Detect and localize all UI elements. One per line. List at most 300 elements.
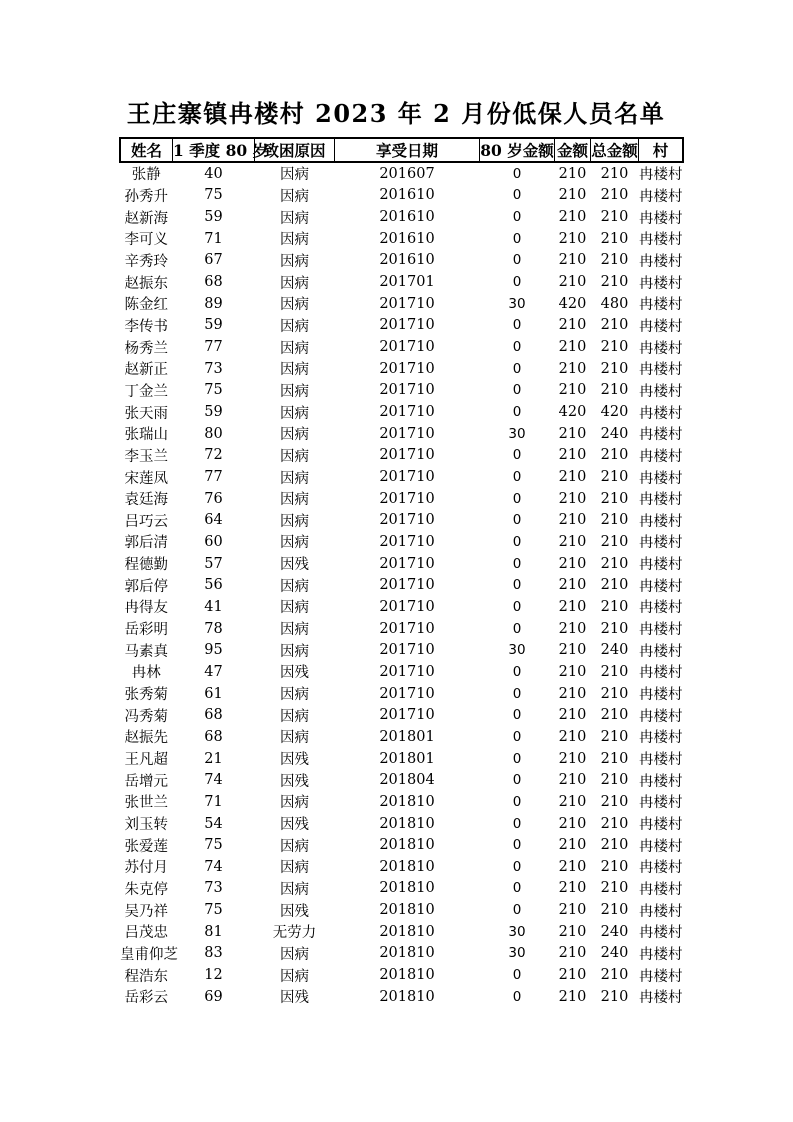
- cell-total: 240: [600, 923, 629, 940]
- table-row: [120, 683, 683, 705]
- cell-total: 210: [600, 339, 629, 356]
- cell-village: 冉楼村: [639, 752, 683, 769]
- cell-village: 冉楼村: [639, 275, 683, 292]
- cell-name: 赵振先: [124, 730, 168, 747]
- cell-village: 冉楼村: [639, 665, 683, 682]
- cell-date: 201710: [379, 425, 435, 442]
- cell-reason: 因残: [280, 665, 309, 682]
- cell-name: 张爱莲: [124, 838, 168, 855]
- cell-reason: 因病: [280, 405, 309, 422]
- cell-age: 81: [204, 923, 223, 940]
- cell-age: 74: [204, 858, 223, 875]
- cell-name: 吕巧云: [124, 513, 168, 530]
- cell-amount80: 0: [512, 880, 522, 897]
- cell-amount80: 0: [512, 490, 522, 507]
- cell-village: 冉楼村: [639, 513, 683, 530]
- cell-reason: 因病: [280, 622, 309, 639]
- cell-age: 40: [204, 165, 223, 182]
- cell-name: 丁金兰: [124, 383, 168, 400]
- table-row: [120, 423, 683, 445]
- cell-name: 王凡超: [124, 752, 168, 769]
- cell-date: 201710: [379, 404, 435, 421]
- cell-date: 201710: [379, 339, 435, 356]
- cell-age: 21: [204, 750, 223, 767]
- cell-village: 冉楼村: [639, 470, 683, 487]
- cell-reason: 因病: [280, 968, 309, 985]
- cell-name: 宋莲凤: [124, 470, 168, 487]
- cell-reason: 因病: [280, 340, 309, 357]
- cell-total: 210: [600, 447, 629, 464]
- cell-age: 73: [204, 880, 223, 897]
- cell-total: 210: [600, 274, 629, 291]
- cell-name: 李玉兰: [124, 448, 168, 465]
- table-row: [120, 401, 683, 423]
- table-row: [120, 921, 683, 943]
- cell-total: 210: [600, 382, 629, 399]
- table-header: [120, 138, 683, 162]
- cell-reason: 无劳力: [272, 925, 317, 942]
- table-row: [120, 531, 683, 553]
- cell-reason: 因病: [280, 860, 309, 877]
- cell-reason: 因残: [280, 990, 309, 1007]
- cell-age: 76: [204, 490, 223, 507]
- cell-date: 201610: [379, 230, 435, 247]
- cell-village: 冉楼村: [639, 210, 683, 227]
- cell-amount80: 0: [512, 555, 522, 572]
- cell-amount: 210: [558, 577, 587, 594]
- table-row: [120, 748, 683, 770]
- cell-name: 朱克停: [124, 881, 168, 898]
- cell-age: 75: [204, 837, 223, 854]
- cell-village: 冉楼村: [639, 925, 683, 942]
- cell-name: 张静: [131, 167, 161, 184]
- cell-age: 47: [204, 663, 223, 680]
- cell-age: 60: [204, 533, 223, 550]
- cell-name: 冯秀菊: [124, 708, 168, 725]
- cell-total: 210: [600, 187, 629, 204]
- cell-date: 201710: [379, 317, 435, 334]
- cell-total: 210: [600, 533, 629, 550]
- cell-village: 冉楼村: [639, 881, 683, 898]
- cell-date: 201710: [379, 620, 435, 637]
- cell-date: 201710: [379, 533, 435, 550]
- cell-amount80: 30: [508, 945, 526, 962]
- cell-village: 冉楼村: [639, 600, 683, 617]
- cell-age: 68: [204, 707, 223, 724]
- cell-name: 程浩东: [124, 968, 168, 985]
- column-header-village: 村: [639, 138, 684, 162]
- cell-name: 张天雨: [124, 405, 168, 422]
- table-row: [120, 661, 683, 683]
- cell-amount80: 0: [512, 252, 522, 269]
- table-row: [120, 250, 683, 272]
- column-header-age: 1 季度 80 岁: [173, 138, 255, 162]
- cell-amount80: 0: [512, 512, 522, 529]
- cell-age: 77: [204, 469, 223, 486]
- cell-amount: 210: [558, 620, 587, 637]
- cell-age: 56: [204, 577, 223, 594]
- cell-village: 冉楼村: [639, 795, 683, 812]
- cell-date: 201610: [379, 209, 435, 226]
- cell-total: 210: [600, 512, 629, 529]
- cell-total: 210: [600, 360, 629, 377]
- table-row: [120, 769, 683, 791]
- cell-amount80: 0: [512, 685, 522, 702]
- cell-amount80: 0: [512, 577, 522, 594]
- cell-amount: 420: [558, 295, 587, 312]
- cell-amount80: 0: [512, 967, 522, 984]
- table-row: [120, 206, 683, 228]
- cell-village: 冉楼村: [639, 860, 683, 877]
- cell-amount: 210: [558, 772, 587, 789]
- cell-amount: 210: [558, 317, 587, 334]
- cell-amount80: 0: [512, 469, 522, 486]
- column-header-date: 享受日期: [335, 138, 480, 162]
- cell-reason: 因残: [280, 752, 309, 769]
- cell-total: 210: [600, 793, 629, 810]
- cell-date: 201810: [379, 815, 435, 832]
- cell-name: 赵新正: [124, 362, 168, 379]
- column-header-name: 姓名: [120, 138, 173, 162]
- cell-total: 210: [600, 685, 629, 702]
- table-row: [120, 336, 683, 358]
- table-row: [120, 878, 683, 900]
- cell-amount: 210: [558, 447, 587, 464]
- cell-name: 岳彩云: [124, 990, 168, 1007]
- table-row: [120, 380, 683, 402]
- cell-age: 75: [204, 187, 223, 204]
- cell-amount80: 30: [508, 923, 526, 940]
- table-row: [120, 726, 683, 748]
- cell-amount80: 0: [512, 902, 522, 919]
- cell-village: 冉楼村: [639, 318, 683, 335]
- cell-name: 刘玉转: [124, 817, 168, 834]
- cell-village: 冉楼村: [639, 340, 683, 357]
- cell-age: 71: [204, 230, 223, 247]
- cell-reason: 因病: [280, 427, 309, 444]
- cell-reason: 因病: [280, 838, 309, 855]
- cell-total: 210: [600, 837, 629, 854]
- table-row: [120, 618, 683, 640]
- table-row: [120, 704, 683, 726]
- cell-amount80: 0: [512, 837, 522, 854]
- cell-amount80: 0: [512, 230, 522, 247]
- cell-age: 74: [204, 772, 223, 789]
- cell-amount: 210: [558, 512, 587, 529]
- cell-date: 201810: [379, 988, 435, 1005]
- cell-amount80: 0: [512, 728, 522, 745]
- table-row: [120, 574, 683, 596]
- cell-name: 张世兰: [124, 795, 168, 812]
- cell-name: 岳增元: [124, 773, 168, 790]
- cell-name: 郭后清: [124, 535, 168, 552]
- cell-total: 210: [600, 707, 629, 724]
- cell-village: 冉楼村: [639, 643, 683, 660]
- cell-date: 201710: [379, 707, 435, 724]
- cell-reason: 因病: [280, 210, 309, 227]
- cell-amount: 210: [558, 728, 587, 745]
- cell-village: 冉楼村: [639, 297, 683, 314]
- cell-date: 201710: [379, 512, 435, 529]
- cell-village: 冉楼村: [639, 730, 683, 747]
- cell-name: 郭后停: [124, 578, 168, 595]
- cell-reason: 因病: [280, 297, 309, 314]
- cell-name: 张瑞山: [124, 427, 168, 444]
- cell-reason: 因病: [280, 492, 309, 509]
- cell-total: 210: [600, 165, 629, 182]
- column-header-amount80: 80 岁金额: [480, 138, 555, 162]
- cell-village: 冉楼村: [639, 968, 683, 985]
- cell-amount80: 0: [512, 620, 522, 637]
- cell-amount80: 30: [508, 295, 526, 312]
- cell-date: 201710: [379, 555, 435, 572]
- cell-name: 赵振东: [124, 275, 168, 292]
- cell-date: 201810: [379, 837, 435, 854]
- table-row: [120, 488, 683, 510]
- cell-date: 201710: [379, 447, 435, 464]
- cell-village: 冉楼村: [639, 903, 683, 920]
- table-row: [120, 791, 683, 813]
- cell-date: 201810: [379, 793, 435, 810]
- table-row: [120, 834, 683, 856]
- cell-age: 89: [204, 295, 223, 312]
- cell-age: 72: [204, 447, 223, 464]
- cell-date: 201810: [379, 858, 435, 875]
- cell-name: 岳彩明: [124, 622, 168, 639]
- cell-age: 59: [204, 404, 223, 421]
- cell-age: 68: [204, 728, 223, 745]
- cell-amount: 210: [558, 945, 587, 962]
- cell-village: 冉楼村: [639, 253, 683, 270]
- cell-amount: 210: [558, 967, 587, 984]
- cell-amount80: 0: [512, 165, 522, 182]
- table-row: [120, 162, 683, 185]
- cell-reason: 因残: [280, 557, 309, 574]
- cell-amount: 210: [558, 750, 587, 767]
- cell-age: 69: [204, 988, 223, 1005]
- table-row: [120, 228, 683, 250]
- cell-amount: 210: [558, 707, 587, 724]
- cell-amount: 210: [558, 902, 587, 919]
- cell-reason: 因病: [280, 795, 309, 812]
- cell-village: 冉楼村: [639, 535, 683, 552]
- cell-total: 210: [600, 469, 629, 486]
- cell-reason: 因病: [280, 535, 309, 552]
- cell-date: 201607: [379, 165, 435, 182]
- cell-age: 54: [204, 815, 223, 832]
- column-header-reason: 致困原因: [255, 138, 335, 162]
- table-row: [120, 445, 683, 467]
- cell-amount80: 0: [512, 274, 522, 291]
- cell-age: 78: [204, 620, 223, 637]
- cell-age: 59: [204, 209, 223, 226]
- cell-reason: 因病: [280, 708, 309, 725]
- cell-amount: 210: [558, 598, 587, 615]
- cell-amount80: 0: [512, 404, 522, 421]
- cell-amount80: 0: [512, 447, 522, 464]
- cell-age: 12: [204, 967, 223, 984]
- cell-total: 210: [600, 772, 629, 789]
- cell-name: 陈金红: [124, 297, 168, 314]
- cell-date: 201701: [379, 274, 435, 291]
- cell-village: 冉楼村: [639, 383, 683, 400]
- cell-amount80: 30: [508, 425, 526, 442]
- cell-reason: 因病: [280, 318, 309, 335]
- cell-total: 210: [600, 750, 629, 767]
- cell-date: 201710: [379, 642, 435, 659]
- cell-reason: 因病: [280, 470, 309, 487]
- cell-reason: 因病: [280, 643, 309, 660]
- cell-village: 冉楼村: [639, 557, 683, 574]
- cell-village: 冉楼村: [639, 817, 683, 834]
- cell-village: 冉楼村: [639, 492, 683, 509]
- table-row: [120, 510, 683, 532]
- cell-date: 201710: [379, 663, 435, 680]
- table-row: [120, 596, 683, 618]
- cell-name: 吕茂忠: [124, 925, 168, 942]
- cell-amount: 210: [558, 382, 587, 399]
- cell-amount: 210: [558, 642, 587, 659]
- cell-amount: 210: [558, 187, 587, 204]
- cell-amount: 210: [558, 815, 587, 832]
- cell-total: 210: [600, 902, 629, 919]
- cell-amount80: 0: [512, 339, 522, 356]
- cell-age: 71: [204, 793, 223, 810]
- cell-amount: 420: [558, 404, 587, 421]
- cell-total: 210: [600, 620, 629, 637]
- cell-total: 210: [600, 815, 629, 832]
- cell-date: 201710: [379, 490, 435, 507]
- cell-amount80: 0: [512, 663, 522, 680]
- cell-reason: 因病: [280, 188, 309, 205]
- cell-amount: 210: [558, 837, 587, 854]
- cell-village: 冉楼村: [639, 687, 683, 704]
- cell-amount80: 0: [512, 317, 522, 334]
- cell-date: 201810: [379, 923, 435, 940]
- cell-reason: 因病: [280, 362, 309, 379]
- cell-total: 210: [600, 880, 629, 897]
- cell-total: 240: [600, 425, 629, 442]
- cell-name: 袁廷海: [124, 492, 168, 509]
- cell-total: 210: [600, 230, 629, 247]
- cell-village: 冉楼村: [639, 362, 683, 379]
- cell-amount: 210: [558, 555, 587, 572]
- cell-age: 83: [204, 945, 223, 962]
- cell-date: 201610: [379, 187, 435, 204]
- cell-age: 67: [204, 252, 223, 269]
- cell-total: 240: [600, 945, 629, 962]
- cell-amount80: 30: [508, 642, 526, 659]
- cell-name: 辛秀玲: [124, 253, 168, 270]
- cell-total: 210: [600, 490, 629, 507]
- cell-village: 冉楼村: [639, 578, 683, 595]
- table-row: [120, 315, 683, 337]
- cell-name: 苏付月: [124, 860, 168, 877]
- cell-age: 75: [204, 382, 223, 399]
- cell-total: 210: [600, 577, 629, 594]
- table-row: [120, 856, 683, 878]
- cell-date: 201710: [379, 685, 435, 702]
- table-row: [120, 293, 683, 315]
- cell-name: 马素真: [124, 643, 168, 660]
- cell-village: 冉楼村: [639, 946, 683, 963]
- cell-total: 240: [600, 642, 629, 659]
- cell-amount80: 0: [512, 793, 522, 810]
- cell-reason: 因病: [280, 578, 309, 595]
- cell-name: 李可义: [124, 232, 168, 249]
- column-header-total: 总金额: [591, 138, 639, 162]
- cell-amount80: 0: [512, 187, 522, 204]
- cell-name: 赵新海: [124, 210, 168, 227]
- cell-total: 480: [600, 295, 629, 312]
- table-row: [120, 639, 683, 661]
- cell-village: 冉楼村: [639, 773, 683, 790]
- cell-amount: 210: [558, 230, 587, 247]
- table-row: [120, 986, 683, 1008]
- cell-reason: 因残: [280, 773, 309, 790]
- table-row: [120, 358, 683, 380]
- table-body: [120, 162, 683, 1008]
- cell-age: 61: [204, 685, 223, 702]
- table-row: [120, 553, 683, 575]
- cell-village: 冉楼村: [639, 188, 683, 205]
- cell-reason: 因病: [280, 687, 309, 704]
- table-row: [120, 466, 683, 488]
- cell-name: 李传书: [124, 318, 168, 335]
- cell-name: 孙秀升: [124, 188, 168, 205]
- cell-total: 210: [600, 967, 629, 984]
- cell-amount: 210: [558, 209, 587, 226]
- cell-total: 210: [600, 555, 629, 572]
- cell-village: 冉楼村: [639, 405, 683, 422]
- cell-date: 201810: [379, 902, 435, 919]
- cell-amount80: 0: [512, 707, 522, 724]
- cell-total: 210: [600, 663, 629, 680]
- cell-reason: 因病: [280, 600, 309, 617]
- cell-reason: 因病: [280, 275, 309, 292]
- table-header-row: [120, 138, 683, 162]
- cell-age: 57: [204, 555, 223, 572]
- cell-age: 68: [204, 274, 223, 291]
- cell-name: 程德勤: [124, 557, 168, 574]
- benefits-table: [119, 137, 684, 1008]
- cell-village: 冉楼村: [639, 448, 683, 465]
- cell-reason: 因病: [280, 881, 309, 898]
- cell-total: 210: [600, 209, 629, 226]
- cell-amount80: 0: [512, 382, 522, 399]
- table-row: [120, 964, 683, 986]
- cell-amount80: 0: [512, 988, 522, 1005]
- cell-date: 201810: [379, 967, 435, 984]
- cell-date: 201610: [379, 252, 435, 269]
- cell-age: 41: [204, 598, 223, 615]
- cell-reason: 因病: [280, 232, 309, 249]
- cell-total: 210: [600, 858, 629, 875]
- cell-village: 冉楼村: [639, 427, 683, 444]
- cell-age: 77: [204, 339, 223, 356]
- cell-village: 冉楼村: [639, 232, 683, 249]
- cell-name: 冉林: [131, 665, 161, 682]
- cell-amount: 210: [558, 663, 587, 680]
- cell-amount80: 0: [512, 858, 522, 875]
- cell-amount80: 0: [512, 209, 522, 226]
- cell-village: 冉楼村: [639, 990, 683, 1007]
- table-row: [120, 899, 683, 921]
- cell-date: 201710: [379, 598, 435, 615]
- table-row: [120, 813, 683, 835]
- cell-age: 73: [204, 360, 223, 377]
- cell-amount80: 0: [512, 750, 522, 767]
